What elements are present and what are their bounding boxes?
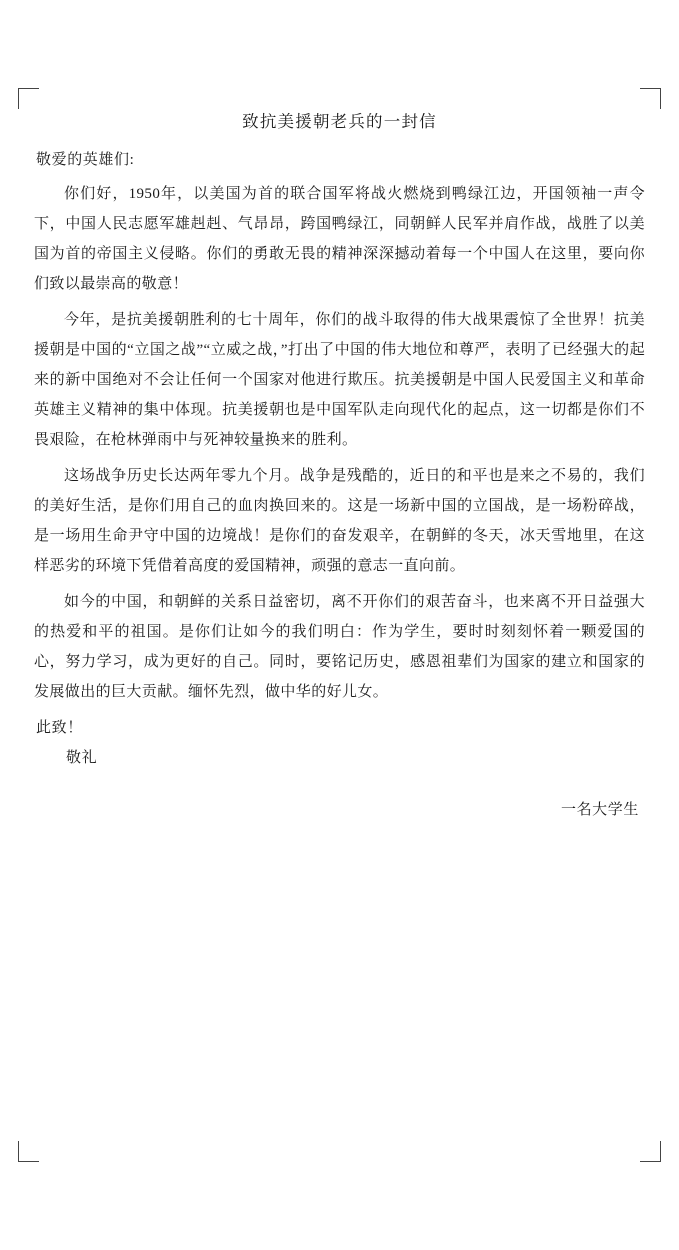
signature: 一名大学生: [560, 802, 639, 818]
closing-line-1: 此致！: [36, 720, 83, 736]
page-title: 致抗美援朝老兵的一封信: [242, 112, 437, 131]
closing-line-2: 敬礼: [66, 750, 98, 766]
salutation: 敬爱的英雄们:: [36, 152, 135, 168]
paragraph-3: 这场战争历史长达两年零九个月。战争是残酷的，近日的和平也是来之不易的，我们的美好生活，是你们用自己的血肉换回来的。这是一场新中国的立国战，是一场粉碎战，是一场用生命尹守中国的边境战！是你们的奋发艰辛，在朝鲜的冬天，冰天雪地里，在这样恶劣的环境下凭借着高度的爱国精神，顽强的意志一直向前。: [34, 468, 645, 574]
paragraph-2: 今年，是抗美援朝胜利的七十周年，你们的战斗取得的伟大战果震惊了全世界！抗美援朝是中国的“立国之战”“立威之战，”打出了中国的伟大地位和尊严，表明了已经强大的起来的新中国绝对不会让任何一个国家对他进行欺压。抗美援朝是中国人民爱国主义和革命英雄主义精神的集中体现。抗美援朝也是中国军队走向现代化的起点，这一切都是你们不畏艰险，在枪林弹雨中与死神较量换来的胜利。: [34, 312, 645, 448]
paragraph-1: 你们好，1950年，以美国为首的联合国军将战火燃烧到鸭绿江边，开国领袖一声令下，中国人民志愿军雄赳赳、气昂昂，跨国鸭绿江，同朝鲜人民军并肩作战，战胜了以美国为首的帝国主义侵略。你们的勇敢无畏的精神深深撼动着每一个中国人在这里，要向你们致以最崇高的敬意！: [34, 186, 645, 292]
paragraph-4: 如今的中国，和朝鲜的关系日益密切，离不开你们的艰苦奋斗，也来离不开日益强大的热爱和平的祖国。是你们让如今的我们明白：作为学生，要时时刻刻怀着一颗爱国的心，努力学习，成为更好的自己。同时，要铭记历史，感恩祖辈们为国家的建立和国家的发展做出的巨大贡献。缅怀先烈，做中华的好儿女。: [34, 594, 645, 700]
document-content: [34, 100, 645, 1150]
